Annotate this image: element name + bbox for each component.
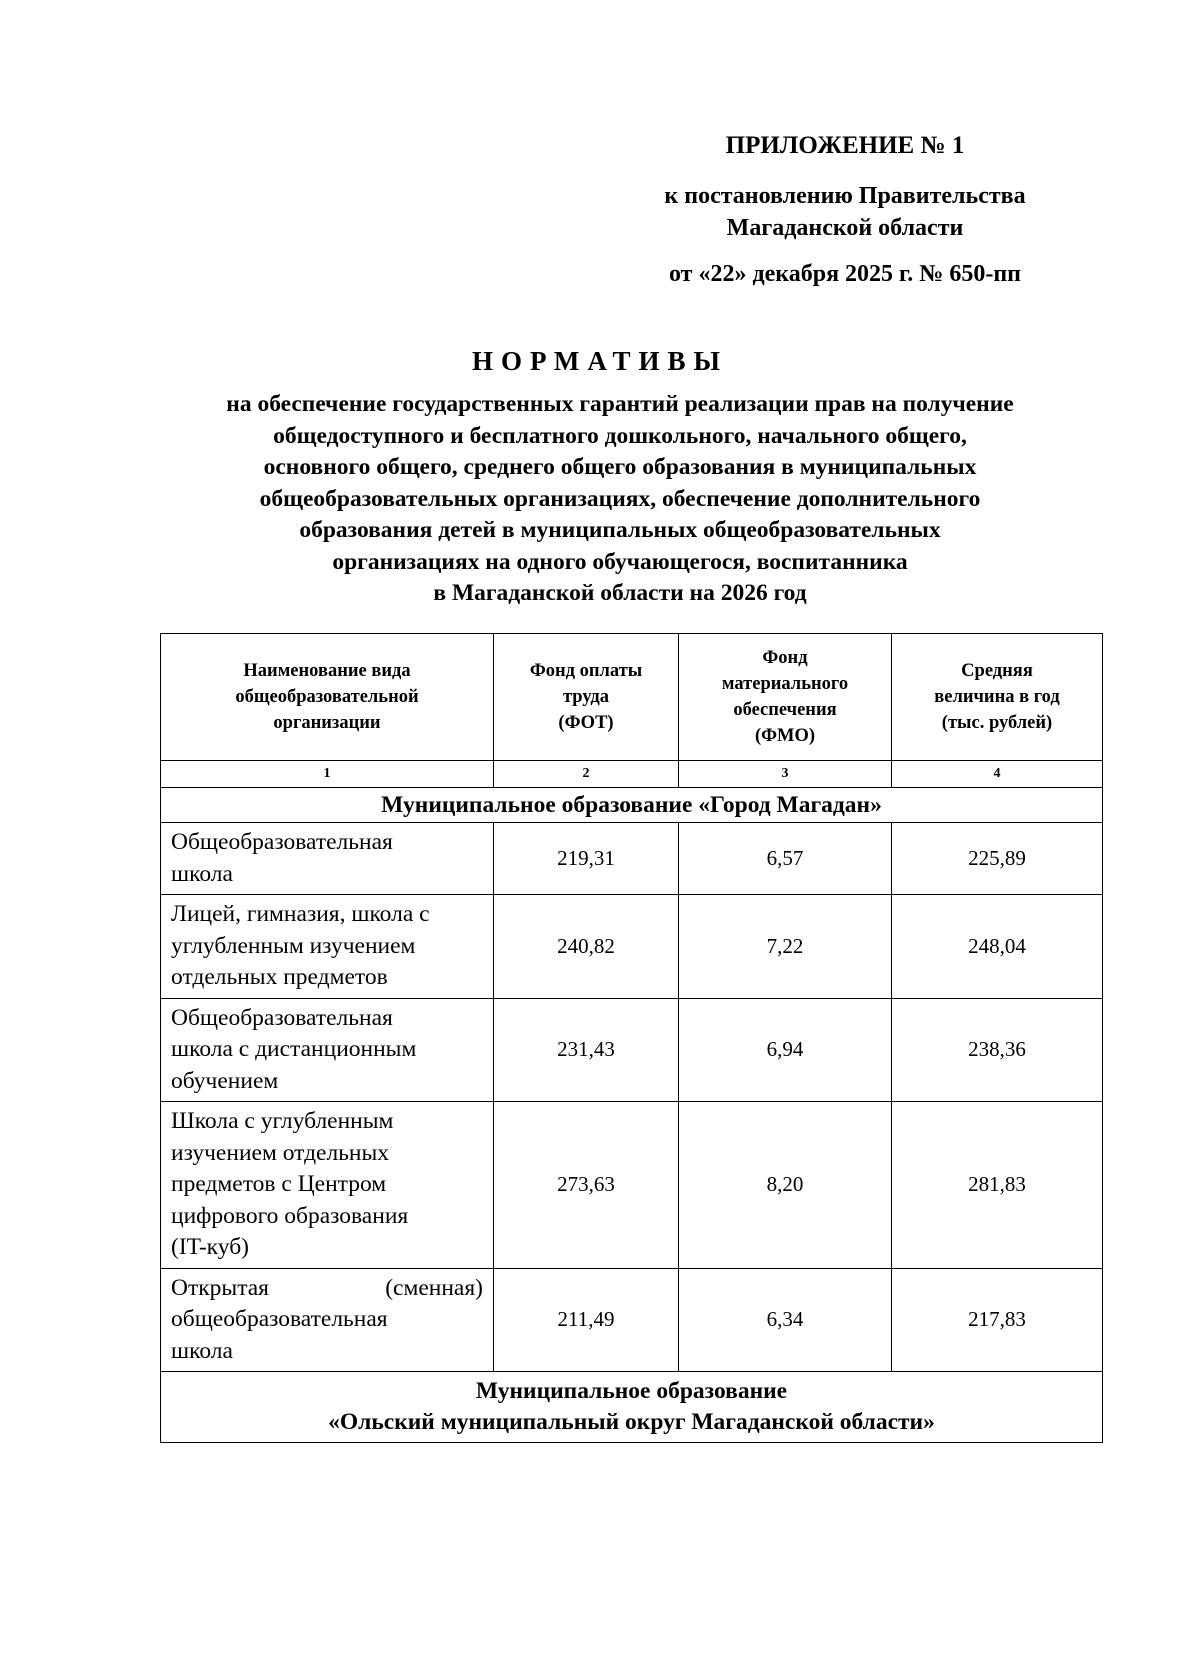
fmo-cell: 8,20 [679,1102,892,1269]
average-cell: 225,89 [892,823,1103,895]
header-line: общеобразовательной [235,687,419,707]
subtitle-line: общедоступного и бесплатного дошкольного, начального общего, [273,422,967,449]
table-row [161,1268,1103,1372]
column-number: 2 [494,761,679,788]
org-type-line: Школа с углубленным [171,1108,394,1134]
subtitle-line: организациях на одного обучающегося, воспитанника [332,548,908,575]
org-type-cell [161,895,494,999]
header-org-type [161,634,494,761]
average-cell: 281,83 [892,1102,1103,1269]
org-type-line: Общеобразовательная [171,1004,393,1031]
section-title-line: «Ольский муниципальный округ Магаданской области» [328,1409,935,1435]
org-type-line: школа [171,860,233,887]
header-fmo [679,634,892,761]
fmo-cell: 7,22 [679,895,892,999]
header-fot [494,634,679,761]
document-title: НОРМАТИВЫ [471,346,729,376]
org-type-line: изучением отдельных [171,1139,390,1166]
appendix-block [620,130,1070,290]
org-type-line: (IT-куб) [171,1234,249,1260]
appendix-line-1: к постановлению Правительства [664,183,1026,209]
average-cell: 217,83 [892,1268,1103,1372]
org-type-cell [161,1268,494,1372]
header-line: Наименование вида [243,661,411,681]
fot-cell: 273,63 [494,1102,679,1269]
table-row [161,823,1103,895]
header-line: величина в год [934,687,1060,707]
table-row [161,1102,1103,1269]
header-line: Фонд оплаты [529,661,643,681]
header-line: (ФОТ) [558,713,614,733]
fot-cell: 240,82 [494,895,679,999]
header-average [892,634,1103,761]
org-type-cell [161,1102,494,1269]
section-title [161,1372,1103,1443]
org-type-line: школа с дистанционным [171,1036,417,1062]
org-type-cell [161,998,494,1102]
org-type-line: обучением [171,1067,279,1094]
org-type-line: Лицей, гимназия, школа с [171,901,430,927]
org-type-line: отдельных предметов [171,964,388,990]
org-type-line: общеобразовательная [171,1306,388,1332]
fot-cell: 211,49 [494,1268,679,1372]
fmo-cell: 6,34 [679,1268,892,1372]
column-number: 4 [892,761,1103,788]
org-type-cell [161,823,494,895]
norms-table [160,633,1103,1443]
column-number-row [161,761,1103,788]
org-type-line: углубленным изучением [171,932,416,959]
subtitle-line: общеобразовательных организациях, обеспечение дополнительного [259,485,981,512]
fot-cell: 219,31 [494,823,679,895]
org-type-line: Открытая (сменная) [171,1274,483,1301]
section-title: Муниципальное образование «Город Магадан» [161,788,1103,823]
header-line: (тыс. рублей) [941,713,1053,733]
column-number: 3 [679,761,892,788]
document-subtitle [140,389,1100,610]
subtitle-line: в Магаданской области на 2026 год [433,580,807,606]
subtitle-line: на обеспечение государственных гарантий реализации прав на получение [226,391,1014,417]
average-cell: 248,04 [892,895,1103,999]
org-type-line: предметов с Центром [171,1171,387,1197]
header-line: труда [562,687,610,707]
appendix-number: ПРИЛОЖЕНИЕ № 1 [725,132,965,159]
header-line: материального [721,674,849,694]
table-header-row [161,634,1103,761]
section-title-line: Муниципальное образование [475,1378,788,1404]
fot-cell: 231,43 [494,998,679,1102]
org-type-line: цифрового образования [171,1202,409,1229]
fmo-cell: 6,94 [679,998,892,1102]
appendix-date: от «22» декабря 2025 г. № 650-пп [668,261,1022,287]
table-row [161,998,1103,1102]
header-line: организации [273,713,381,733]
header-line: Средняя [961,661,1033,681]
section-row-magadan [161,788,1103,823]
header-line: Фонд [762,648,808,668]
subtitle-line: основного общего, среднего общего образования в муниципальных [263,454,977,480]
section-row-olsky [161,1372,1103,1443]
header-line: обеспечения [733,700,837,720]
org-type-line: Общеобразовательная [171,829,393,855]
header-line: (ФМО) [754,726,816,746]
org-type-line: школа [171,1337,233,1364]
fmo-cell: 6,57 [679,823,892,895]
average-cell: 238,36 [892,998,1103,1102]
appendix-line-2: Магаданской области [726,215,964,241]
subtitle-line: образования детей в муниципальных общеобразовательных [299,517,941,543]
table-row [161,895,1103,999]
column-number: 1 [161,761,494,788]
